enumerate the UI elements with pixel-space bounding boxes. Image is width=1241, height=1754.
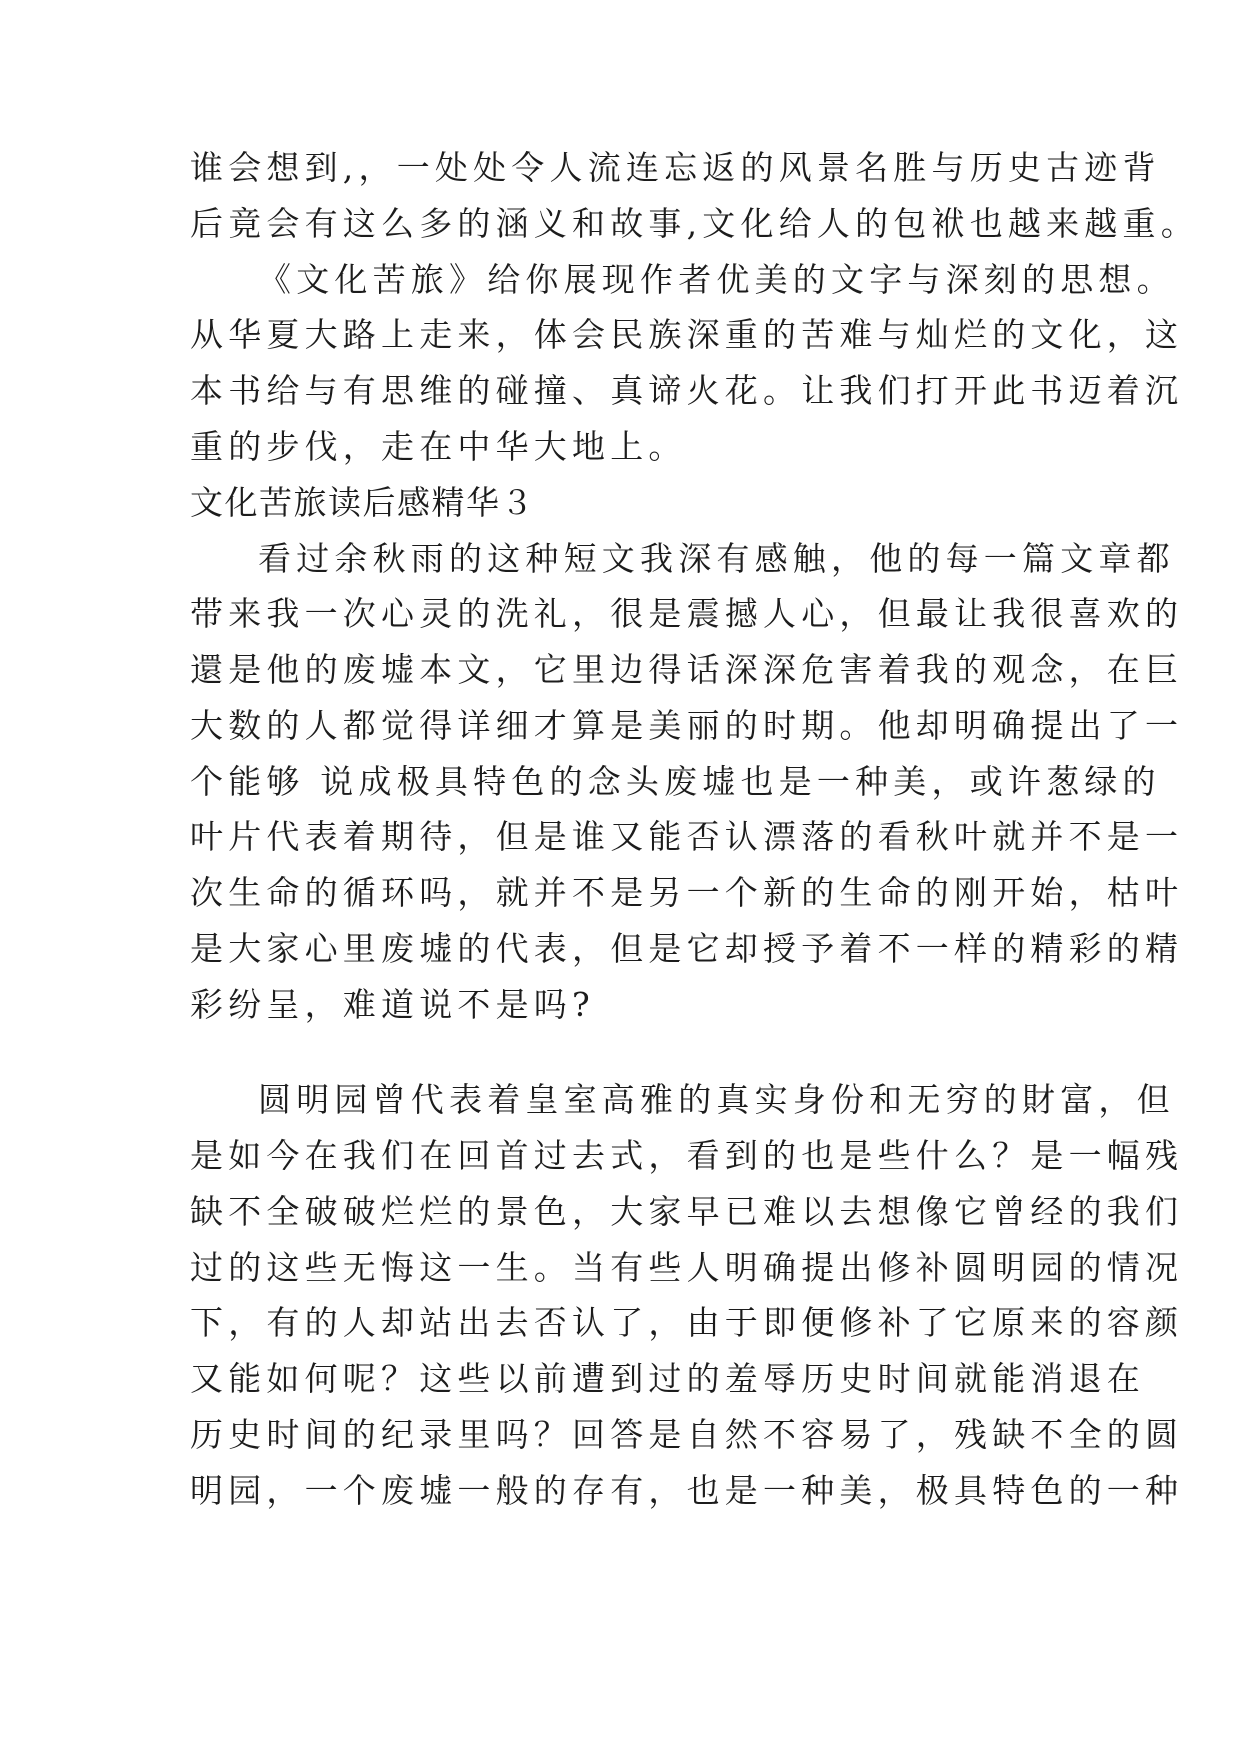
text-line: 是如今在我们在回首过去式，看到的也是些什么？是一幅残 (190, 1136, 1184, 1175)
text-line: 本书给与有思维的碰撞、真谛火花。让我们打开此书迈着沉 (190, 371, 1184, 410)
text-line: 从华夏大路上走来，体会民族深重的苦难与灿烂的文化，这 (190, 315, 1184, 354)
text-line: 《文化苦旅》给你展现作者优美的文字与深刻的思想。 (258, 260, 1175, 299)
text-line: 明园，一个废墟一般的存有，也是一种美，极具特色的一种 (190, 1471, 1184, 1510)
text-line: 大数的人都觉得详细才算是美丽的时期。他却明确提出了一 (190, 706, 1184, 745)
text-line: 是大家心里废墟的代表，但是它却授予着不一样的精彩的精 (190, 929, 1184, 968)
text-line: 过的这些无悔这一生。当有些人明确提出修补圆明园的情况 (190, 1248, 1184, 1287)
text-line: 叶片代表着期待，但是谁又能否认漂落的看秋叶就并不是一 (190, 817, 1184, 856)
text-line: 带来我一次心灵的洗礼，很是震撼人心，但最让我很喜欢的 (190, 594, 1184, 633)
section-heading: 文化苦旅读后感精华３ (190, 483, 535, 522)
text-line: 个能够 说成极具特色的念头废墟也是一种美，或许葱绿的 (190, 762, 1161, 801)
text-line: 看过余秋雨的这种短文我深有感触，他的每一篇文章都 (258, 539, 1175, 578)
text-line: 谁会想到,，一处处令人流连忘返的风景名胜与历史古迹背 (190, 148, 1161, 187)
text-line: 還是他的废墟本文，它里边得话深深危害着我的观念，在巨 (190, 650, 1184, 689)
text-line: 缺不全破破烂烂的景色，大家早已难以去想像它曾经的我们 (190, 1192, 1184, 1231)
text-line: 历史时间的纪录里吗？回答是自然不容易了，残缺不全的圆 (190, 1415, 1184, 1454)
text-line: 又能如何呢？这些以前遭到过的羞辱历史时间就能消退在 (190, 1359, 1145, 1398)
text-line: 下，有的人却站出去否认了，由于即便修补了它原来的容颜 (190, 1303, 1184, 1342)
text-line: 次生命的循环吗，就并不是另一个新的生命的刚开始，枯叶 (190, 873, 1184, 912)
text-line: 彩纷呈，难道说不是吗? (190, 985, 595, 1024)
text-line: 后竟会有这么多的涵义和故事,文化给人的包袱也越来越重。 (190, 204, 1199, 243)
text-line: 圆明园曾代表着皇室高雅的真实身份和无穷的財富，但 (258, 1080, 1175, 1119)
text-line: 重的步伐，走在中华大地上。 (190, 427, 687, 466)
